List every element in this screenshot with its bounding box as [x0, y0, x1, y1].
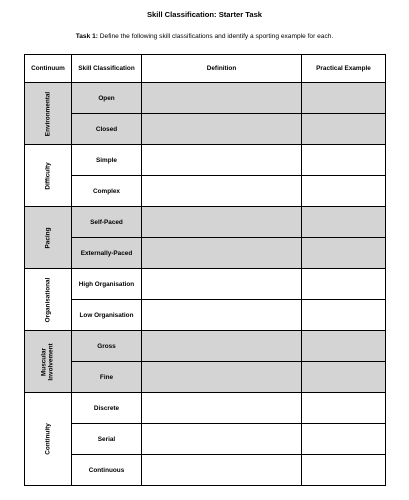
skill-classification-cell: Continuous: [72, 455, 142, 486]
header-skill-classification: Skill Classification: [72, 55, 142, 83]
page-title: Skill Classification: Starter Task: [146, 10, 263, 19]
skill-classification-cell: Self-Paced: [72, 207, 142, 238]
continuum-cell: [25, 145, 72, 207]
continuum-label: [44, 91, 51, 135]
header-continuum: Continuum: [25, 55, 72, 83]
continuum-label-line: Pacing: [44, 227, 52, 248]
table-row: [25, 300, 386, 331]
practical-example-cell[interactable]: [302, 455, 386, 486]
definition-cell[interactable]: [142, 83, 302, 114]
definition-cell[interactable]: [142, 393, 302, 424]
table-row: [25, 176, 386, 207]
table-row: [25, 145, 386, 176]
practical-example-cell[interactable]: [302, 300, 386, 331]
continuum-label-line: Difficulty: [44, 161, 52, 190]
continuum-cell: [25, 83, 72, 145]
continuum-label-line: Organisational: [44, 277, 52, 322]
practical-example-cell[interactable]: [302, 238, 386, 269]
skill-classification-cell: Fine: [72, 362, 142, 393]
table-row: [25, 455, 386, 486]
continuum-cell: [25, 393, 72, 486]
continuum-label: [44, 423, 51, 455]
practical-example-cell[interactable]: [302, 393, 386, 424]
table-row: [25, 238, 386, 269]
skill-classification-cell: Open: [72, 83, 142, 114]
table-row: [25, 83, 386, 114]
skill-classification-cell: High Organisation: [72, 269, 142, 300]
definition-cell[interactable]: [142, 176, 302, 207]
table-row: [25, 331, 386, 362]
table-row: [25, 207, 386, 238]
practical-example-cell[interactable]: [302, 331, 386, 362]
continuum-label: [44, 162, 51, 189]
practical-example-cell[interactable]: [302, 269, 386, 300]
skill-classification-cell: Externally-Paced: [72, 238, 142, 269]
practical-example-cell[interactable]: [302, 145, 386, 176]
definition-cell[interactable]: [142, 455, 302, 486]
continuum-cell: [25, 207, 72, 269]
definition-cell[interactable]: [142, 207, 302, 238]
practical-example-cell[interactable]: [302, 176, 386, 207]
table-row: [25, 393, 386, 424]
definition-cell[interactable]: [142, 145, 302, 176]
skill-classification-cell: Serial: [72, 424, 142, 455]
definition-cell[interactable]: [142, 362, 302, 393]
header-definition: Definition: [142, 55, 302, 83]
table-row: [25, 114, 386, 145]
skill-classification-cell: Complex: [72, 176, 142, 207]
task-text: Define the following skill classifications and identify a sporting example for each.: [97, 33, 334, 40]
continuum-label-line: Involvement: [48, 342, 55, 381]
table-header-row: [25, 55, 386, 83]
definition-cell[interactable]: [142, 300, 302, 331]
skill-classification-cell: Gross: [72, 331, 142, 362]
practical-example-cell[interactable]: [302, 83, 386, 114]
continuum-label: [44, 227, 51, 248]
task-label: Task 1:: [75, 33, 98, 40]
table-row: [25, 269, 386, 300]
definition-cell[interactable]: [142, 424, 302, 455]
definition-cell[interactable]: [142, 331, 302, 362]
skill-classification-cell: Simple: [72, 145, 142, 176]
definition-cell[interactable]: [142, 269, 302, 300]
practical-example-cell[interactable]: [302, 207, 386, 238]
skill-classification-table: [24, 54, 386, 486]
continuum-label-line: Environmental: [44, 91, 52, 136]
table-row: [25, 424, 386, 455]
continuum-cell: [25, 331, 72, 393]
skill-classification-cell: Discrete: [72, 393, 142, 424]
continuum-label-line: Continuity: [44, 423, 52, 455]
continuum-label: [44, 277, 51, 322]
continuum-label: [41, 343, 56, 380]
practical-example-cell[interactable]: [302, 362, 386, 393]
continuum-cell: [25, 269, 72, 331]
practical-example-cell[interactable]: [302, 424, 386, 455]
table-body: [25, 83, 386, 486]
task-instruction: [0, 33, 409, 40]
skill-classification-cell: Closed: [72, 114, 142, 145]
skill-classification-cell: Low Organisation: [72, 300, 142, 331]
header-practical-example: Practical Example: [302, 55, 386, 83]
continuum-label-line: Muscular: [40, 347, 48, 376]
practical-example-cell[interactable]: [302, 114, 386, 145]
definition-cell[interactable]: [142, 114, 302, 145]
table-row: [25, 362, 386, 393]
definition-cell[interactable]: [142, 238, 302, 269]
